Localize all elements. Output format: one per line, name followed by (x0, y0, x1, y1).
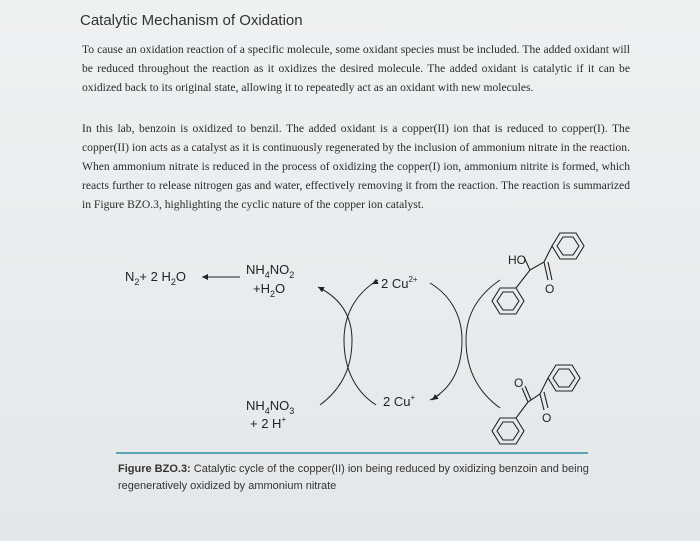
caption-label: Figure BZO.3: (118, 463, 191, 475)
o-bottom-right-label: O (542, 411, 552, 425)
o-bottom-left-label: O (514, 376, 524, 390)
left-curve-b (344, 280, 378, 405)
cu1-label: 2 Cu+ (383, 393, 416, 409)
n2-h2o-label: $N_2+ 2$ $H_2O$ (125, 269, 186, 287)
benzoin-structure (492, 233, 584, 314)
right-curve-b (466, 280, 500, 408)
o-top-label: O (545, 282, 555, 296)
two-h-plus-label: + 2 H+ (250, 415, 287, 431)
figure-caption (118, 461, 598, 495)
arrow-to-cu1 (432, 394, 440, 400)
left-curve-a (318, 287, 352, 405)
benzil-structure (492, 365, 580, 444)
paragraph-intro: To cause an oxidation reaction of a specific molecule, some oxidant species must be included. The added oxidant will be reduced throughout the reaction as it oxidizes the desired molecule. The added oxidant is catalytic if it can be oxidized back to its original state, allowing it to repeatedly act as an oxidant with new molecules. (82, 43, 630, 94)
caption-text: Catalytic cycle of the copper(II) ion being reduced by oxidizing benzoin and being regeneratively oxidized by ammonium nitrate (118, 463, 589, 492)
h2o-label: $+H_2O$ (253, 281, 286, 299)
nh4no3-label: $NH_4NO_3$ (246, 398, 295, 416)
page-title: Catalytic Mechanism of Oxidation (80, 12, 303, 29)
right-curve-a (430, 283, 462, 400)
nh4no2-label: $NH_4NO_2$ (246, 262, 295, 280)
paragraph-lab: In this lab, benzoin is oxidized to benzil. The added oxidant is a copper(II) ion that is reduced to copper(I). The copper(II) ion acts as a catalyst as it is continuously regenerated by the inclusion of ammonium nitrate in the reaction. When ammonium nitrate is reduced in the process of oxidizing the copper(I) ion, ammonium nitrite is formed, which reacts further to release nitrogen gas and water, effectively removing it from the reaction. The reaction is summarized in Figure BZO.3, highlighting the cyclic nature of the copper ion catalyst. (82, 122, 630, 211)
cu2-label: 2 $Cu^{2+}$ (381, 275, 418, 291)
ho-label: HO (508, 253, 526, 267)
